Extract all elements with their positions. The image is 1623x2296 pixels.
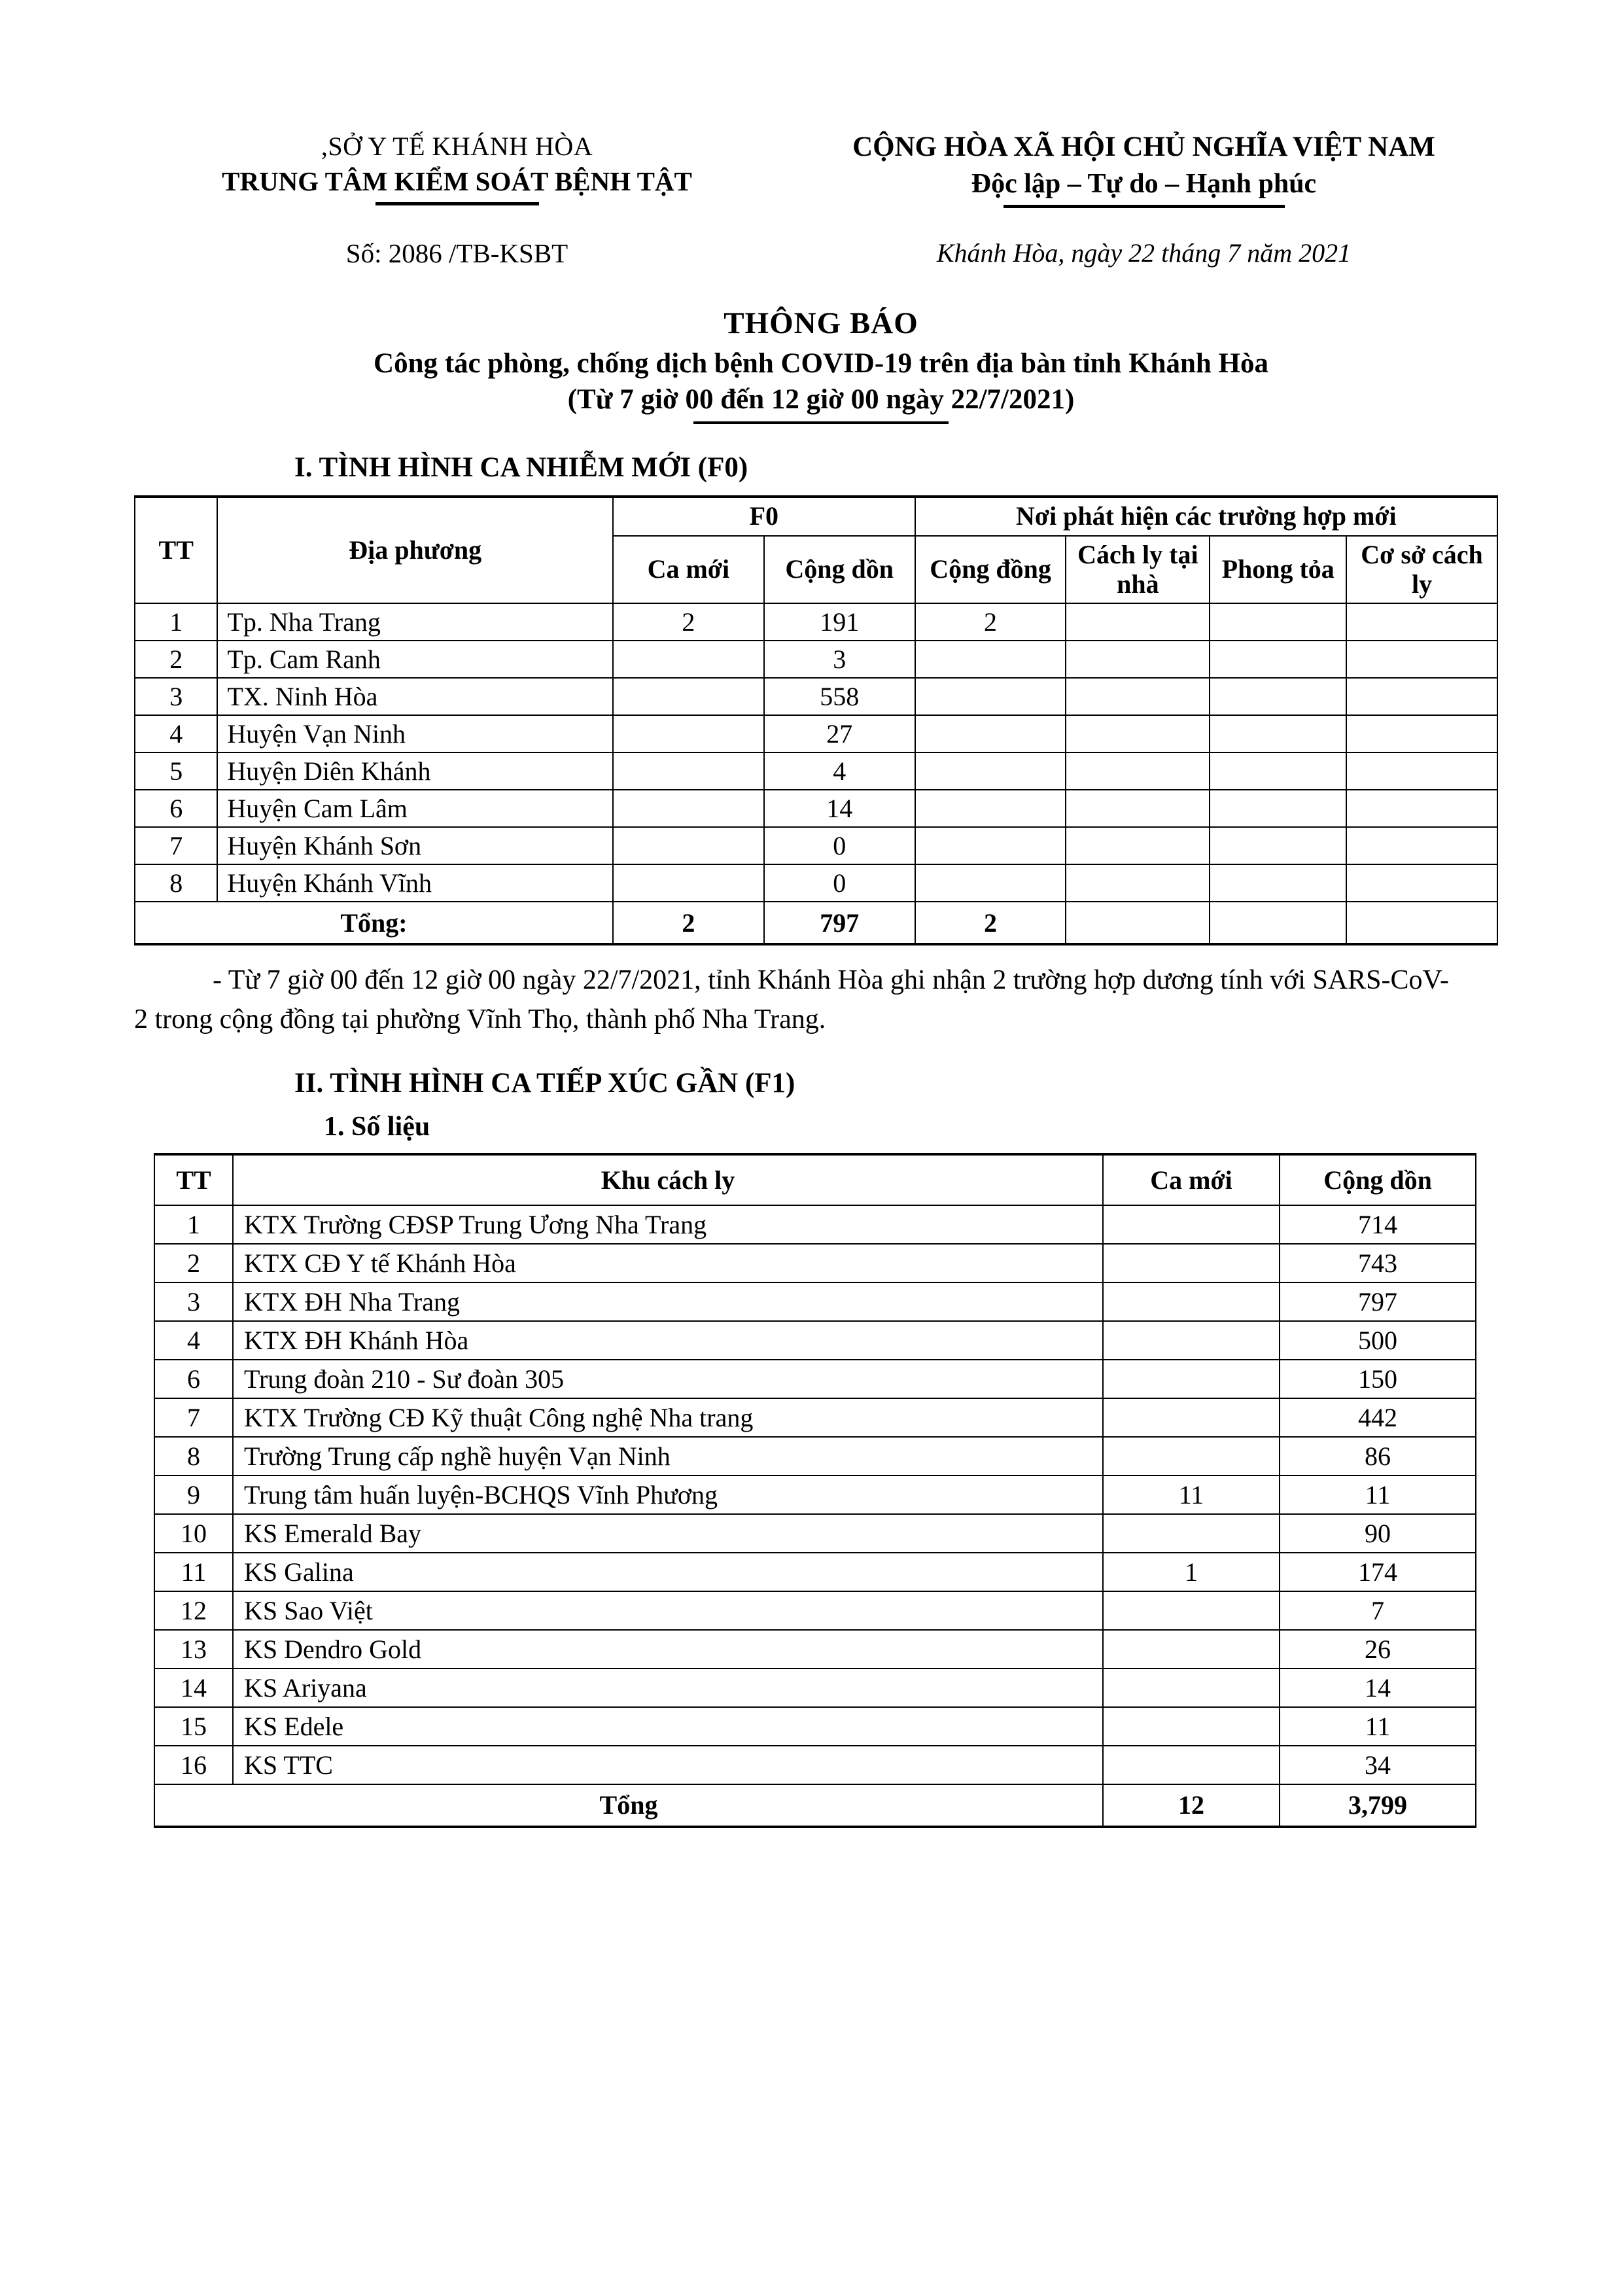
- cell-cumulative: 34: [1280, 1746, 1476, 1784]
- document-body: [134, 0, 1508, 1828]
- title-period: (Từ 7 giờ 00 đến 12 giờ 00 ngày 22/7/2021): [567, 384, 1075, 415]
- cell-quarantine-facility: [1346, 752, 1497, 790]
- cell-locality: Huyện Vạn Ninh: [217, 715, 613, 752]
- col-header-locality: Địa phương: [217, 497, 613, 603]
- cell-quarantine-area: KS Emerald Bay: [233, 1514, 1103, 1553]
- table-row: [154, 1398, 1476, 1437]
- cell-cumulative: 86: [1280, 1437, 1476, 1475]
- document-number: Số: 2086 /TB-KSBT: [345, 238, 568, 268]
- cell-new-cases: [1103, 1591, 1280, 1630]
- table-row: [135, 827, 1497, 864]
- cell-tt: 11: [154, 1553, 233, 1591]
- f0-table-head: [135, 497, 1497, 603]
- cell-community: [915, 752, 1066, 790]
- cell-new-cases: 1: [1103, 1553, 1280, 1591]
- cell-tt: 13: [154, 1630, 233, 1669]
- col-header-quarantine-facility: Cơ sở cách ly: [1346, 536, 1497, 604]
- cell-new-cases: 11: [1103, 1475, 1280, 1514]
- department-name: ,SỞ Y TẾ KHÁNH HÒA: [321, 132, 593, 161]
- cell-cumulative: 743: [1280, 1244, 1476, 1282]
- cell-cumulative: 174: [1280, 1553, 1476, 1591]
- cell-quarantine-area: KS Ariyana: [233, 1669, 1103, 1707]
- cell-tt: 2: [154, 1244, 233, 1282]
- cell-new-cases: [613, 864, 764, 902]
- col-group-header-f0: F0: [613, 497, 915, 536]
- cell-tt: 8: [154, 1437, 233, 1475]
- cell-community: [915, 678, 1066, 715]
- table-row: [154, 1669, 1476, 1707]
- cell-tt: 3: [154, 1282, 233, 1321]
- cell-tt: 8: [135, 864, 217, 902]
- table-row: [154, 1630, 1476, 1669]
- table-row: [135, 790, 1497, 827]
- cell-quarantine-facility: [1346, 603, 1497, 641]
- cell-cumulative: 27: [764, 715, 915, 752]
- total-community: 2: [915, 902, 1066, 944]
- cell-new-cases: [1103, 1707, 1280, 1746]
- col-header-home-quarantine: Cách ly tại nhà: [1066, 536, 1210, 604]
- letterhead-divider-right: [1003, 205, 1285, 208]
- table-row: [154, 1475, 1476, 1514]
- col-header-new-cases: Ca mới: [613, 536, 764, 604]
- cell-quarantine-area: KTX Trường CĐSP Trung Ương Nha Trang: [233, 1205, 1103, 1244]
- cell-quarantine-area: KTX ĐH Khánh Hòa: [233, 1321, 1103, 1360]
- col-header-tt: TT: [154, 1154, 233, 1205]
- cell-new-cases: [1103, 1669, 1280, 1707]
- cell-home-quarantine: [1066, 790, 1210, 827]
- cell-cumulative: 0: [764, 864, 915, 902]
- cell-new-cases: [613, 715, 764, 752]
- issuing-organization: [134, 131, 780, 208]
- table-total-row: [135, 902, 1497, 944]
- cell-community: [915, 864, 1066, 902]
- cell-new-cases: [613, 827, 764, 864]
- cell-quarantine-area: KTX CĐ Y tế Khánh Hòa: [233, 1244, 1103, 1282]
- cell-cumulative: 90: [1280, 1514, 1476, 1553]
- cell-blockade: [1210, 678, 1346, 715]
- cell-community: [915, 827, 1066, 864]
- table-row: [135, 678, 1497, 715]
- place-and-date: Khánh Hòa, ngày 22 tháng 7 năm 2021: [936, 238, 1352, 268]
- table-header-row: [154, 1154, 1476, 1205]
- table-row: [154, 1282, 1476, 1321]
- cell-tt: 4: [135, 715, 217, 752]
- cell-home-quarantine: [1066, 752, 1210, 790]
- cell-new-cases: [1103, 1321, 1280, 1360]
- section-1-paragraph: - Từ 7 giờ 00 đến 12 giờ 00 ngày 22/7/2021, tỉnh Khánh Hòa ghi nhận 2 trường hợp dương tính với SARS-CoV-2 trong cộng đồng tại phường Vĩnh Thọ, thành phố Nha Trang.: [134, 965, 1449, 1035]
- cell-new-cases: [1103, 1282, 1280, 1321]
- cell-cumulative: 11: [1280, 1707, 1476, 1746]
- table-row: [154, 1514, 1476, 1553]
- cell-quarantine-facility: [1346, 641, 1497, 678]
- cell-community: [915, 790, 1066, 827]
- f0-table: [134, 495, 1498, 945]
- cell-quarantine-facility: [1346, 678, 1497, 715]
- table-row: [154, 1437, 1476, 1475]
- cell-new-cases: [1103, 1398, 1280, 1437]
- title-divider: [693, 421, 949, 424]
- cell-community: [915, 715, 1066, 752]
- cell-blockade: [1210, 864, 1346, 902]
- cell-tt: 6: [135, 790, 217, 827]
- cell-cumulative: 558: [764, 678, 915, 715]
- cell-quarantine-facility: [1346, 715, 1497, 752]
- cell-tt: 9: [154, 1475, 233, 1514]
- cell-community: [915, 641, 1066, 678]
- cell-blockade: [1210, 790, 1346, 827]
- cell-cumulative: 797: [1280, 1282, 1476, 1321]
- letterhead: [134, 131, 1508, 208]
- cell-new-cases: [1103, 1630, 1280, 1669]
- cell-cumulative: 500: [1280, 1321, 1476, 1360]
- col-header-cumulative: Cộng dồn: [764, 536, 915, 604]
- cell-home-quarantine: [1066, 641, 1210, 678]
- cell-new-cases: [1103, 1437, 1280, 1475]
- table-row: [154, 1205, 1476, 1244]
- table-row: [154, 1553, 1476, 1591]
- cell-home-quarantine: [1066, 603, 1210, 641]
- cell-cumulative: 150: [1280, 1360, 1476, 1398]
- cell-new-cases: [1103, 1205, 1280, 1244]
- cell-home-quarantine: [1066, 827, 1210, 864]
- cell-blockade: [1210, 603, 1346, 641]
- cell-cumulative: 14: [1280, 1669, 1476, 1707]
- national-motto: Độc lập – Tự do – Hạnh phúc: [971, 169, 1317, 199]
- f1-table: [154, 1153, 1476, 1828]
- table-row: [135, 603, 1497, 641]
- cell-new-cases: [1103, 1360, 1280, 1398]
- table-row: [135, 715, 1497, 752]
- cell-quarantine-area: KS Galina: [233, 1553, 1103, 1591]
- total-cumulative: 797: [764, 902, 915, 944]
- total-home-quarantine: [1066, 902, 1210, 944]
- col-header-cumulative: Cộng dồn: [1280, 1154, 1476, 1205]
- cell-cumulative: 442: [1280, 1398, 1476, 1437]
- total-label: Tổng:: [135, 902, 613, 944]
- page-title: THÔNG BÁO: [724, 306, 918, 340]
- cell-cumulative: 0: [764, 827, 915, 864]
- document-meta-row: [134, 238, 1508, 269]
- cell-home-quarantine: [1066, 715, 1210, 752]
- cell-new-cases: [613, 790, 764, 827]
- cell-tt: 7: [135, 827, 217, 864]
- cell-home-quarantine: [1066, 864, 1210, 902]
- col-header-tt: TT: [135, 497, 217, 603]
- section-1-heading: I. TÌNH HÌNH CA NHIỄM MỚI (F0): [294, 452, 748, 483]
- cell-quarantine-area: Trung đoàn 210 - Sư đoàn 305: [233, 1360, 1103, 1398]
- table-row: [135, 864, 1497, 902]
- cell-quarantine-facility: [1346, 827, 1497, 864]
- cell-quarantine-facility: [1346, 790, 1497, 827]
- table-row: [135, 641, 1497, 678]
- cell-quarantine-area: KTX ĐH Nha Trang: [233, 1282, 1103, 1321]
- cell-cumulative: 7: [1280, 1591, 1476, 1630]
- cell-blockade: [1210, 641, 1346, 678]
- table-header-row-1: [135, 497, 1497, 536]
- cell-blockade: [1210, 752, 1346, 790]
- cell-tt: 1: [135, 603, 217, 641]
- col-header-community: Cộng đồng: [915, 536, 1066, 604]
- f1-table-head: [154, 1154, 1476, 1205]
- total-new-cases: 12: [1103, 1784, 1280, 1827]
- col-header-blockade: Phong tỏa: [1210, 536, 1346, 604]
- table-total-row: [154, 1784, 1476, 1827]
- cell-quarantine-area: Trung tâm huấn luyện-BCHQS Vĩnh Phương: [233, 1475, 1103, 1514]
- cell-locality: Huyện Diên Khánh: [217, 752, 613, 790]
- cell-new-cases: [1103, 1514, 1280, 1553]
- cell-tt: 15: [154, 1707, 233, 1746]
- cell-locality: TX. Ninh Hòa: [217, 678, 613, 715]
- cell-cumulative: 191: [764, 603, 915, 641]
- cell-tt: 4: [154, 1321, 233, 1360]
- cell-new-cases: [613, 678, 764, 715]
- cell-quarantine-area: Trường Trung cấp nghề huyện Vạn Ninh: [233, 1437, 1103, 1475]
- table-row: [154, 1591, 1476, 1630]
- cell-cumulative: 14: [764, 790, 915, 827]
- table-row: [154, 1746, 1476, 1784]
- cell-tt: 3: [135, 678, 217, 715]
- cell-cumulative: 3: [764, 641, 915, 678]
- col-header-new-cases: Ca mới: [1103, 1154, 1280, 1205]
- cell-locality: Tp. Cam Ranh: [217, 641, 613, 678]
- f1-table-body: [154, 1205, 1476, 1827]
- cell-home-quarantine: [1066, 678, 1210, 715]
- cell-blockade: [1210, 715, 1346, 752]
- title-subtitle: Công tác phòng, chống dịch bệnh COVID-19 trên địa bàn tỉnh Khánh Hòa: [374, 348, 1268, 379]
- table-row: [154, 1707, 1476, 1746]
- cell-quarantine-area: KTX Trường CĐ Kỹ thuật Công nghệ Nha trang: [233, 1398, 1103, 1437]
- total-quarantine-facility: [1346, 902, 1497, 944]
- national-heading: [780, 131, 1508, 208]
- cell-tt: 5: [135, 752, 217, 790]
- cell-cumulative: 4: [764, 752, 915, 790]
- table-row: [154, 1360, 1476, 1398]
- cell-tt: 2: [135, 641, 217, 678]
- table-row: [154, 1244, 1476, 1282]
- country-name: CỘNG HÒA XÃ HỘI CHỦ NGHĨA VIỆT NAM: [852, 132, 1435, 162]
- cell-tt: 6: [154, 1360, 233, 1398]
- document-title-block: [134, 306, 1508, 424]
- cell-cumulative: 11: [1280, 1475, 1476, 1514]
- cell-new-cases: 2: [613, 603, 764, 641]
- col-group-header-detection-place: Nơi phát hiện các trường hợp mới: [915, 497, 1497, 536]
- total-new-cases: 2: [613, 902, 764, 944]
- total-cumulative: 3,799: [1280, 1784, 1476, 1827]
- total-label: Tổng: [154, 1784, 1103, 1827]
- cell-new-cases: [1103, 1746, 1280, 1784]
- col-header-quarantine-area: Khu cách ly: [233, 1154, 1103, 1205]
- cell-quarantine-area: KS TTC: [233, 1746, 1103, 1784]
- cell-new-cases: [1103, 1244, 1280, 1282]
- cell-quarantine-area: KS Edele: [233, 1707, 1103, 1746]
- cell-locality: Huyện Khánh Vĩnh: [217, 864, 613, 902]
- cell-quarantine-area: KS Dendro Gold: [233, 1630, 1103, 1669]
- table-row: [135, 752, 1497, 790]
- cell-tt: 7: [154, 1398, 233, 1437]
- cell-community: 2: [915, 603, 1066, 641]
- section-2-heading: II. TÌNH HÌNH CA TIẾP XÚC GẦN (F1): [294, 1067, 795, 1099]
- cell-locality: Huyện Cam Lâm: [217, 790, 613, 827]
- cell-locality: Huyện Khánh Sơn: [217, 827, 613, 864]
- cell-tt: 10: [154, 1514, 233, 1553]
- cell-quarantine-facility: [1346, 864, 1497, 902]
- cell-quarantine-area: KS Sao Việt: [233, 1591, 1103, 1630]
- cell-tt: 14: [154, 1669, 233, 1707]
- cell-cumulative: 714: [1280, 1205, 1476, 1244]
- table-row: [154, 1321, 1476, 1360]
- cell-tt: 12: [154, 1591, 233, 1630]
- f0-table-body: [135, 603, 1497, 944]
- cell-cumulative: 26: [1280, 1630, 1476, 1669]
- total-blockade: [1210, 902, 1346, 944]
- cell-locality: Tp. Nha Trang: [217, 603, 613, 641]
- cell-new-cases: [613, 752, 764, 790]
- letterhead-divider-left: [375, 202, 539, 205]
- cell-tt: 16: [154, 1746, 233, 1784]
- section-2-subheading: 1. Số liệu: [324, 1111, 430, 1142]
- cell-blockade: [1210, 827, 1346, 864]
- cell-tt: 1: [154, 1205, 233, 1244]
- center-name: TRUNG TÂM KIỂM SOÁT BỆNH TẬT: [222, 166, 692, 196]
- cell-new-cases: [613, 641, 764, 678]
